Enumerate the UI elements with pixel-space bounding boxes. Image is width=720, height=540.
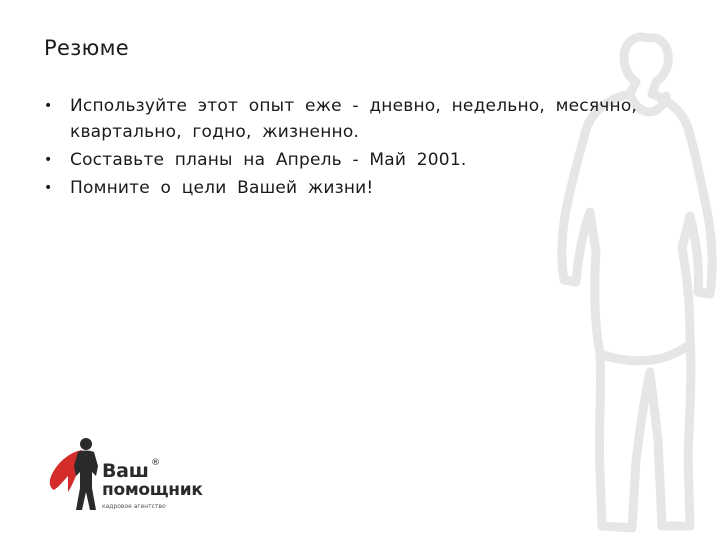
bullet-text: Составьте планы на Апрель - Май 2001. bbox=[70, 150, 467, 170]
caped-figure-icon bbox=[46, 436, 108, 512]
bullet-text: Используйте этот опыт еже - дневно, недельно, месячно, квартально, годно, жизненно. bbox=[70, 96, 638, 142]
bullet-item bbox=[44, 93, 644, 145]
bullet-item bbox=[44, 175, 644, 201]
logo-tagline: кадровое агентство bbox=[102, 503, 166, 510]
bullet-list bbox=[44, 93, 644, 203]
bullet-dot: • bbox=[44, 180, 53, 196]
bullet-dot: • bbox=[44, 98, 53, 114]
logo-text-line2: помощник bbox=[102, 480, 203, 500]
bullet-text: Помните о цели Вашей жизни! bbox=[70, 178, 374, 198]
registered-mark: ® bbox=[151, 458, 160, 468]
logo-text-line1: Ваш bbox=[102, 460, 149, 482]
bullet-item bbox=[44, 147, 644, 173]
company-logo bbox=[46, 436, 236, 514]
bullet-dot: • bbox=[44, 152, 53, 168]
slide-title: Резюме bbox=[44, 36, 129, 60]
